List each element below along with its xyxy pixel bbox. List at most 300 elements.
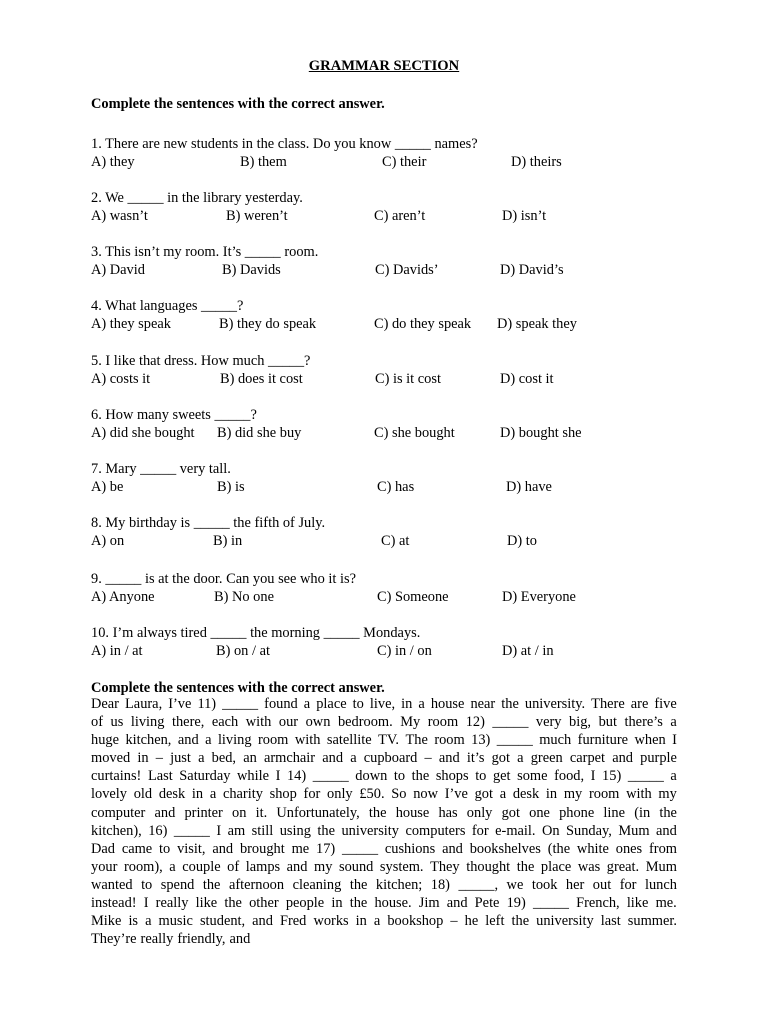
letter-word: Saturday: [179, 768, 231, 785]
letter-word: room: [588, 786, 620, 803]
letter-word: 18): [430, 876, 450, 893]
letter-word: of: [227, 858, 240, 875]
letter-word: shops: [435, 768, 469, 785]
answer-option[interactable]: D) bought she: [500, 425, 582, 441]
answer-options: [91, 532, 677, 550]
letter-word: huge: [91, 732, 119, 749]
letter-word: Laura,: [125, 696, 163, 712]
answer-blank: _____: [627, 768, 664, 785]
letter-line: [91, 912, 677, 930]
letter-word: old: [133, 786, 153, 803]
answer-option[interactable]: D) Everyone: [502, 589, 576, 605]
letter-word: and: [154, 804, 176, 821]
letter-word: the: [511, 913, 530, 930]
letter-word: bedroom.: [337, 714, 393, 731]
letter-line: [91, 930, 677, 948]
letter-word: house: [430, 696, 465, 712]
letter-word: there,: [171, 714, 205, 731]
letter-word: cupboard: [363, 750, 418, 767]
letter-word: house.: [374, 895, 412, 912]
letter-word: people: [285, 895, 325, 912]
answer-blank: _____: [173, 822, 210, 839]
answer-option[interactable]: B) weren’t: [226, 208, 288, 224]
letter-word: her: [565, 876, 585, 893]
answer-option[interactable]: B) in: [213, 533, 243, 549]
letter-line: [91, 840, 677, 858]
letter-word: French,: [576, 895, 620, 912]
answer-option[interactable]: C) she bought: [374, 425, 455, 441]
letter-word: and: [612, 750, 633, 767]
letter-word: with: [626, 786, 652, 803]
letter-word: 15): [602, 768, 622, 785]
letter-word: (the: [547, 840, 571, 857]
letter-word: get: [492, 768, 511, 785]
letter-word: living: [217, 732, 252, 749]
letter-word: room),: [123, 858, 163, 875]
instruction-heading: Complete the sentences with the correct answer.: [91, 96, 385, 112]
letter-word: kitchen;: [375, 876, 423, 893]
letter-word: still: [251, 822, 274, 839]
letter-word: ones: [615, 840, 643, 857]
letter-line: [91, 731, 677, 749]
letter-word: Pete: [474, 895, 500, 912]
letter-word: now: [413, 786, 438, 803]
letter-word: house: [395, 804, 430, 821]
answer-option[interactable]: B) No one: [214, 589, 274, 605]
answer-option[interactable]: D) cost it: [500, 371, 554, 387]
answer-option[interactable]: A) wasn’t: [91, 208, 148, 224]
letter-word: 12): [465, 714, 485, 731]
letter-word: and: [656, 822, 677, 839]
letter-word: line: [603, 804, 626, 821]
answer-option[interactable]: D) have: [506, 479, 552, 495]
letter-word: like: [195, 895, 218, 912]
letter-word: visit,: [177, 840, 206, 857]
letter-word: thought: [466, 858, 511, 875]
letter-word: a: [517, 750, 524, 767]
letter-word: in: [401, 696, 413, 712]
question-item: [91, 460, 677, 496]
letter-word: computers: [405, 822, 466, 839]
letter-word: So: [391, 786, 407, 803]
letter-word: green: [530, 750, 563, 767]
letter-word: left: [485, 913, 505, 930]
letter-word: me: [291, 840, 310, 857]
letter-word: in: [137, 750, 149, 767]
letter-word: purple: [640, 750, 677, 767]
letter-word: a: [169, 858, 176, 875]
letter-word: took: [531, 876, 558, 893]
letter-word: university.: [524, 696, 586, 712]
letter-line: [91, 876, 677, 894]
letter-word: while: [237, 768, 270, 785]
letter-word: friendly,: [177, 931, 226, 948]
letter-word: afternoon: [228, 876, 285, 893]
letter-word: for: [619, 876, 637, 893]
letter-word: computer: [91, 804, 146, 821]
letter-word: in: [331, 895, 343, 912]
letter-line: [91, 894, 677, 912]
answer-option[interactable]: B) they do speak: [219, 316, 317, 332]
answer-option[interactable]: C) is it cost: [375, 371, 441, 387]
letter-word: five: [654, 696, 677, 712]
letter-word: place: [316, 696, 347, 712]
answer-option[interactable]: C) has: [377, 479, 415, 495]
letter-word: some: [517, 768, 548, 785]
answer-options: [91, 424, 677, 442]
letter-word: it’s: [466, 750, 485, 767]
letter-word: and: [252, 913, 273, 930]
answer-option[interactable]: A) Anyone: [91, 589, 155, 605]
letter-word: and: [438, 750, 460, 767]
letter-word: They’re: [91, 931, 137, 948]
letter-word: the: [224, 895, 242, 912]
letter-word: 19): [506, 895, 526, 912]
answer-blank: _____: [222, 696, 259, 712]
letter-line: [91, 749, 677, 767]
answer-blank: _____: [492, 714, 529, 731]
letter-word: armchair: [263, 750, 316, 767]
letter-word: got: [474, 786, 493, 803]
letter-word: to: [352, 696, 364, 712]
answer-option[interactable]: D) at / in: [502, 643, 554, 659]
answer-option[interactable]: B) on / at: [216, 643, 270, 659]
letter-word: to: [475, 768, 487, 785]
question-item: [91, 570, 677, 606]
letter-word: great.: [606, 858, 640, 875]
question-text: 1. There are new students in the class. Do you know _____ names?: [91, 136, 478, 152]
letter-word: to: [141, 876, 153, 893]
answer-option[interactable]: C) do they speak: [374, 316, 472, 332]
question-text: 4. What languages _____?: [91, 298, 244, 314]
letter-word: one: [529, 804, 550, 821]
answer-blank: _____,: [458, 876, 499, 893]
letter-word: and: [229, 931, 251, 948]
answer-options: [91, 207, 677, 225]
letter-word: the: [317, 822, 335, 839]
letter-word: like: [626, 895, 649, 912]
letter-word: music: [158, 913, 193, 930]
letter-word: I’ve: [168, 696, 192, 712]
letter-word: the: [516, 858, 535, 875]
letter-text: [91, 695, 677, 948]
answer-option[interactable]: C) at: [381, 533, 410, 549]
letter-word: cushions: [384, 840, 436, 857]
letter-word: charity: [222, 786, 263, 803]
letter-word: kitchen),: [91, 822, 142, 839]
letter-word: my: [658, 786, 677, 803]
answer-blank: _____: [496, 732, 533, 749]
letter-word: and: [446, 895, 468, 912]
letter-word: e-mail.: [495, 822, 536, 839]
letter-word: only: [466, 804, 493, 821]
letter-word: £50.: [359, 786, 385, 803]
letter-word: room: [257, 732, 289, 749]
letter-word: of: [91, 714, 103, 731]
letter-word: 17): [316, 840, 336, 857]
letter-word: furniture: [577, 732, 629, 749]
letter-word: I: [143, 895, 149, 912]
letter-word: sound: [338, 858, 374, 875]
letter-word: in: [355, 913, 367, 930]
letter-word: a: [209, 786, 217, 803]
question-item: [91, 189, 677, 225]
letter-word: works: [313, 913, 349, 930]
letter-line: [91, 695, 677, 713]
letter-word: came: [121, 840, 153, 857]
letter-word: Sunday,: [566, 822, 612, 839]
letter-word: other: [249, 895, 279, 912]
question-item: [91, 514, 677, 550]
letter-word: a: [418, 696, 425, 712]
letter-word: my: [563, 786, 583, 803]
letter-word: the: [349, 876, 368, 893]
letter-word: living: [130, 714, 165, 731]
letter-word: instead!: [91, 895, 137, 912]
letter-word: last: [600, 913, 621, 930]
letter-word: the: [659, 804, 677, 821]
answer-option[interactable]: C) their: [382, 154, 427, 170]
answer-options: [91, 478, 677, 496]
letter-word: desk: [512, 786, 540, 803]
question-item: [91, 297, 677, 333]
answer-option[interactable]: B) Davids: [222, 262, 281, 278]
letter-word: live,: [369, 696, 396, 712]
letter-word: just: [170, 750, 191, 767]
letter-word: Mike: [91, 913, 122, 930]
letter-word: and: [322, 750, 344, 767]
answer-options: [91, 261, 677, 279]
letter-word: brought: [239, 840, 285, 857]
answer-blank: _____: [312, 768, 349, 785]
letter-word: it.: [255, 804, 268, 821]
letter-word: student,: [199, 913, 246, 930]
letter-word: am: [227, 822, 246, 839]
letter-line: [91, 804, 677, 822]
letter-line: [91, 767, 677, 785]
letter-line: [91, 785, 677, 803]
answer-option[interactable]: D) isn’t: [502, 208, 547, 224]
letter-word: a: [198, 750, 205, 767]
letter-word: using: [279, 822, 311, 839]
letter-word: there’s: [624, 714, 663, 731]
section-title: GRAMMAR SECTION: [308, 58, 460, 74]
letter-word: wanted: [91, 876, 133, 893]
letter-word: a: [303, 696, 311, 712]
letter-word: university: [341, 822, 399, 839]
letter-word: Jim: [418, 895, 440, 912]
letter-word: –: [424, 750, 432, 767]
letter-word: and: [177, 732, 199, 749]
letter-word: moved: [91, 750, 131, 767]
letter-word: own: [305, 714, 331, 731]
question-item: [91, 352, 677, 388]
question-text: 7. Mary _____ very tall.: [91, 461, 231, 477]
answer-option[interactable]: C) Davids’: [375, 262, 439, 278]
letter-word: out: [592, 876, 612, 893]
question-text: 3. This isn’t my room. It’s _____ room.: [91, 244, 319, 260]
letter-word: bookshelves: [469, 840, 541, 857]
letter-word: 11): [197, 696, 217, 712]
letter-word: desk: [158, 786, 186, 803]
letter-word: got: [501, 804, 520, 821]
letter-word: the: [501, 696, 519, 712]
letter-word: down: [355, 768, 388, 785]
letter-word: Last: [147, 768, 173, 785]
answer-option[interactable]: B) them: [240, 154, 287, 170]
letter-word: I’ve: [444, 786, 468, 803]
answer-blank: _____: [532, 895, 569, 912]
letter-word: 13): [471, 732, 491, 749]
letter-word: the: [202, 876, 221, 893]
letter-word: got: [491, 750, 510, 767]
letter-word: and: [442, 840, 463, 857]
letter-word: Dad: [91, 840, 115, 857]
letter-line: [91, 822, 677, 840]
answer-option[interactable]: D) theirs: [511, 154, 562, 170]
letter-word: and: [212, 840, 234, 857]
letter-word: has: [438, 804, 458, 821]
letter-word: Unfortunately,: [276, 804, 360, 821]
letter-word: carpet: [569, 750, 606, 767]
letter-word: a: [350, 750, 357, 767]
letter-word: a: [145, 913, 152, 930]
letter-word: a: [499, 786, 507, 803]
letter-word: They: [430, 858, 460, 875]
letter-word: really: [140, 931, 174, 948]
letter-word: I: [216, 822, 222, 839]
question-text: 8. My birthday is _____ the fifth of July.: [91, 515, 326, 531]
answer-option[interactable]: D) speak they: [497, 316, 577, 332]
letter-word: when: [634, 732, 666, 749]
answer-option[interactable]: B) does it cost: [220, 371, 303, 387]
answer-options: [91, 588, 677, 606]
answer-option[interactable]: A) costs it: [91, 371, 151, 387]
letter-word: us: [110, 714, 124, 731]
answer-option[interactable]: A) in / at: [91, 643, 143, 659]
letter-word: university: [536, 913, 594, 930]
answer-options: [91, 642, 677, 660]
answer-option[interactable]: B) is: [217, 479, 245, 495]
letter-word: to: [393, 768, 406, 785]
answer-option[interactable]: D) David’s: [500, 262, 564, 278]
letter-word: for: [303, 786, 321, 803]
letter-word: cleaning: [292, 876, 342, 893]
letter-word: an: [243, 750, 257, 767]
letter-word: but: [598, 714, 617, 731]
answer-option[interactable]: C) in / on: [377, 643, 432, 659]
question-text: 9. _____ is at the door. Can you see who it is?: [91, 571, 356, 587]
answer-blank: _____: [342, 840, 379, 857]
letter-word: near: [470, 696, 496, 712]
letter-word: I: [590, 768, 596, 785]
letter-word: phone: [559, 804, 595, 821]
question-item: [91, 243, 677, 279]
letter-word: lunch: [644, 876, 677, 893]
letter-word: the: [349, 895, 368, 912]
answer-option[interactable]: A) on: [91, 533, 125, 549]
letter-word: are: [630, 696, 649, 712]
letter-word: place: [540, 858, 572, 875]
letter-word: shop: [269, 786, 297, 803]
answer-option[interactable]: A) David: [91, 262, 145, 278]
letter-word: a: [373, 913, 381, 930]
letter-word: much: [539, 732, 572, 749]
answer-option[interactable]: A) did she bought: [91, 425, 195, 441]
letter-word: on: [232, 804, 247, 821]
letter-word: our: [278, 714, 299, 731]
question-text: 5. I like that dress. How much _____?: [91, 353, 311, 369]
letter-word: a: [670, 714, 677, 731]
letter-word: Mum: [645, 858, 677, 875]
answer-option[interactable]: B) did she buy: [217, 425, 302, 441]
letter-word: satellite: [326, 732, 372, 749]
answer-option[interactable]: A) they speak: [91, 316, 171, 332]
letter-word: each: [211, 714, 239, 731]
letter-word: printer: [184, 804, 223, 821]
letter-word: the: [368, 804, 387, 821]
letter-word: My: [400, 714, 421, 731]
letter-word: with: [294, 732, 321, 749]
answer-options: [91, 315, 677, 333]
answer-option[interactable]: A) be: [91, 479, 124, 495]
letter-word: with: [245, 714, 272, 731]
letter-word: I: [672, 732, 677, 749]
letter-word: TV.: [378, 732, 400, 749]
letter-word: couple: [182, 858, 221, 875]
letter-word: kitchen,: [125, 732, 172, 749]
letter-word: was: [577, 858, 601, 875]
letter-word: curtains!: [91, 768, 142, 785]
question-text: 10. I’m always tired _____ the morning _____ Mondays.: [91, 625, 421, 641]
letter-word: food,: [554, 768, 585, 785]
letter-word: and: [286, 858, 308, 875]
letter-word: found: [264, 696, 298, 712]
letter-word: in: [191, 786, 204, 803]
answer-option[interactable]: C) aren’t: [374, 208, 426, 224]
letter-line: [91, 713, 677, 731]
letter-word: system.: [379, 858, 424, 875]
letter-word: Dear: [91, 696, 119, 712]
letter-word: room: [434, 732, 465, 749]
letter-word: bed,: [211, 750, 237, 767]
letter-word: your: [91, 858, 118, 875]
letter-word: 16): [148, 822, 168, 839]
letter-word: we: [506, 876, 524, 893]
letter-word: lamps: [245, 858, 281, 875]
answer-option[interactable]: C) Someone: [377, 589, 449, 605]
letter-word: summer.: [627, 913, 677, 930]
letter-word: the: [411, 768, 430, 785]
question-item: [91, 135, 677, 171]
letter-word: On: [541, 822, 560, 839]
question-text: 2. We _____ in the library yesterday.: [91, 190, 303, 206]
letter-word: a: [205, 732, 212, 749]
letter-word: –: [450, 913, 458, 930]
letter-word: I: [275, 768, 281, 785]
letter-word: white: [576, 840, 609, 857]
letter-word: he: [464, 913, 479, 930]
letter-word: There: [591, 696, 625, 712]
instruction-heading-2: Complete the sentences with the correct answer.: [91, 680, 385, 696]
answer-option[interactable]: A) they: [91, 154, 135, 170]
letter-word: is: [128, 913, 139, 930]
answer-option[interactable]: D) to: [507, 533, 537, 549]
letter-word: big,: [569, 714, 592, 731]
letter-word: Mum: [618, 822, 650, 839]
letter-word: Fred: [280, 913, 307, 930]
letter-word: in: [545, 786, 558, 803]
